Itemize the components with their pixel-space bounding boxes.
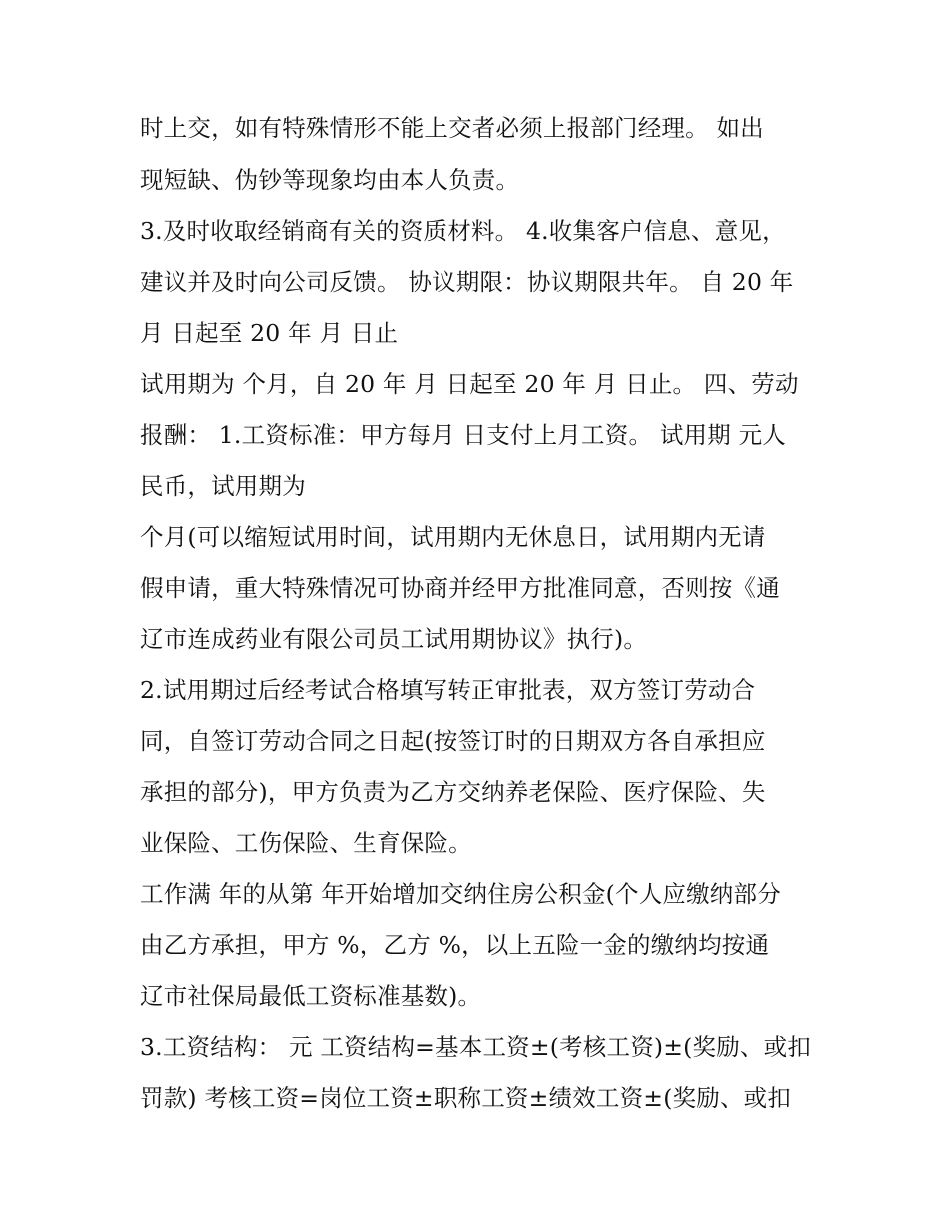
text-line: 假申请，重大特殊情况可协商并经甲方批准同意，否则按《通 [140, 574, 780, 602]
text-line: 试用期为 个月，自 20 年 月 日起至 20 年 月 日止。 四、劳动 [140, 370, 799, 398]
text-line: 罚款) 考核工资=岗位工资±职称工资±绩效工资±(奖励、或扣 [140, 1084, 792, 1112]
text-line: 同，自签订劳动合同之日起(按签订时的日期双方各自承担应 [140, 727, 766, 755]
text-line: 3.及时收取经销商有关的资质材料。 4.收集客户信息、意见， [140, 217, 786, 245]
text-line: 业保险、工伤保险、生育保险。 [140, 829, 472, 857]
text-line: 承担的部分)，甲方负责为乙方交纳养老保险、医疗保险、失 [140, 778, 766, 806]
text-line: 3.工资结构： 元 工资结构=基本工资±(考核工资)±(奖励、或扣 [140, 1033, 812, 1061]
text-line: 时上交，如有特殊情形不能上交者必须上报部门经理。 如出 [140, 114, 764, 142]
text-line: 辽市连成药业有限公司员工试用期协议》执行)。 [140, 625, 648, 653]
text-line: 民币，试用期为 [140, 472, 306, 500]
text-line: 报酬： 1.工资标准：甲方每月 日支付上月工资。 试用期 元人 [140, 421, 787, 449]
text-line: 2.试用期过后经考试合格填写转正审批表，双方签订劳动合 [140, 676, 756, 704]
text-line: 建议并及时向公司反馈。 协议期限：协议期限共年。 自 20 年 [140, 268, 794, 296]
text-line: 由乙方承担，甲方 %，乙方 %，以上五险一金的缴纳均按通 [140, 931, 770, 959]
text-line: 月 日起至 20 年 月 日止 [140, 319, 399, 347]
text-line: 辽市社保局最低工资标准基数)。 [140, 982, 482, 1010]
text-line: 工作满 年的从第 年开始增加交纳住房公积金(个人应缴纳部分 [140, 880, 781, 908]
text-line: 个月(可以缩短试用时间，试用期内无休息日，试用期内无请 [140, 523, 766, 551]
text-line: 现短缺、伪钞等现象均由本人负责。 [140, 166, 520, 194]
